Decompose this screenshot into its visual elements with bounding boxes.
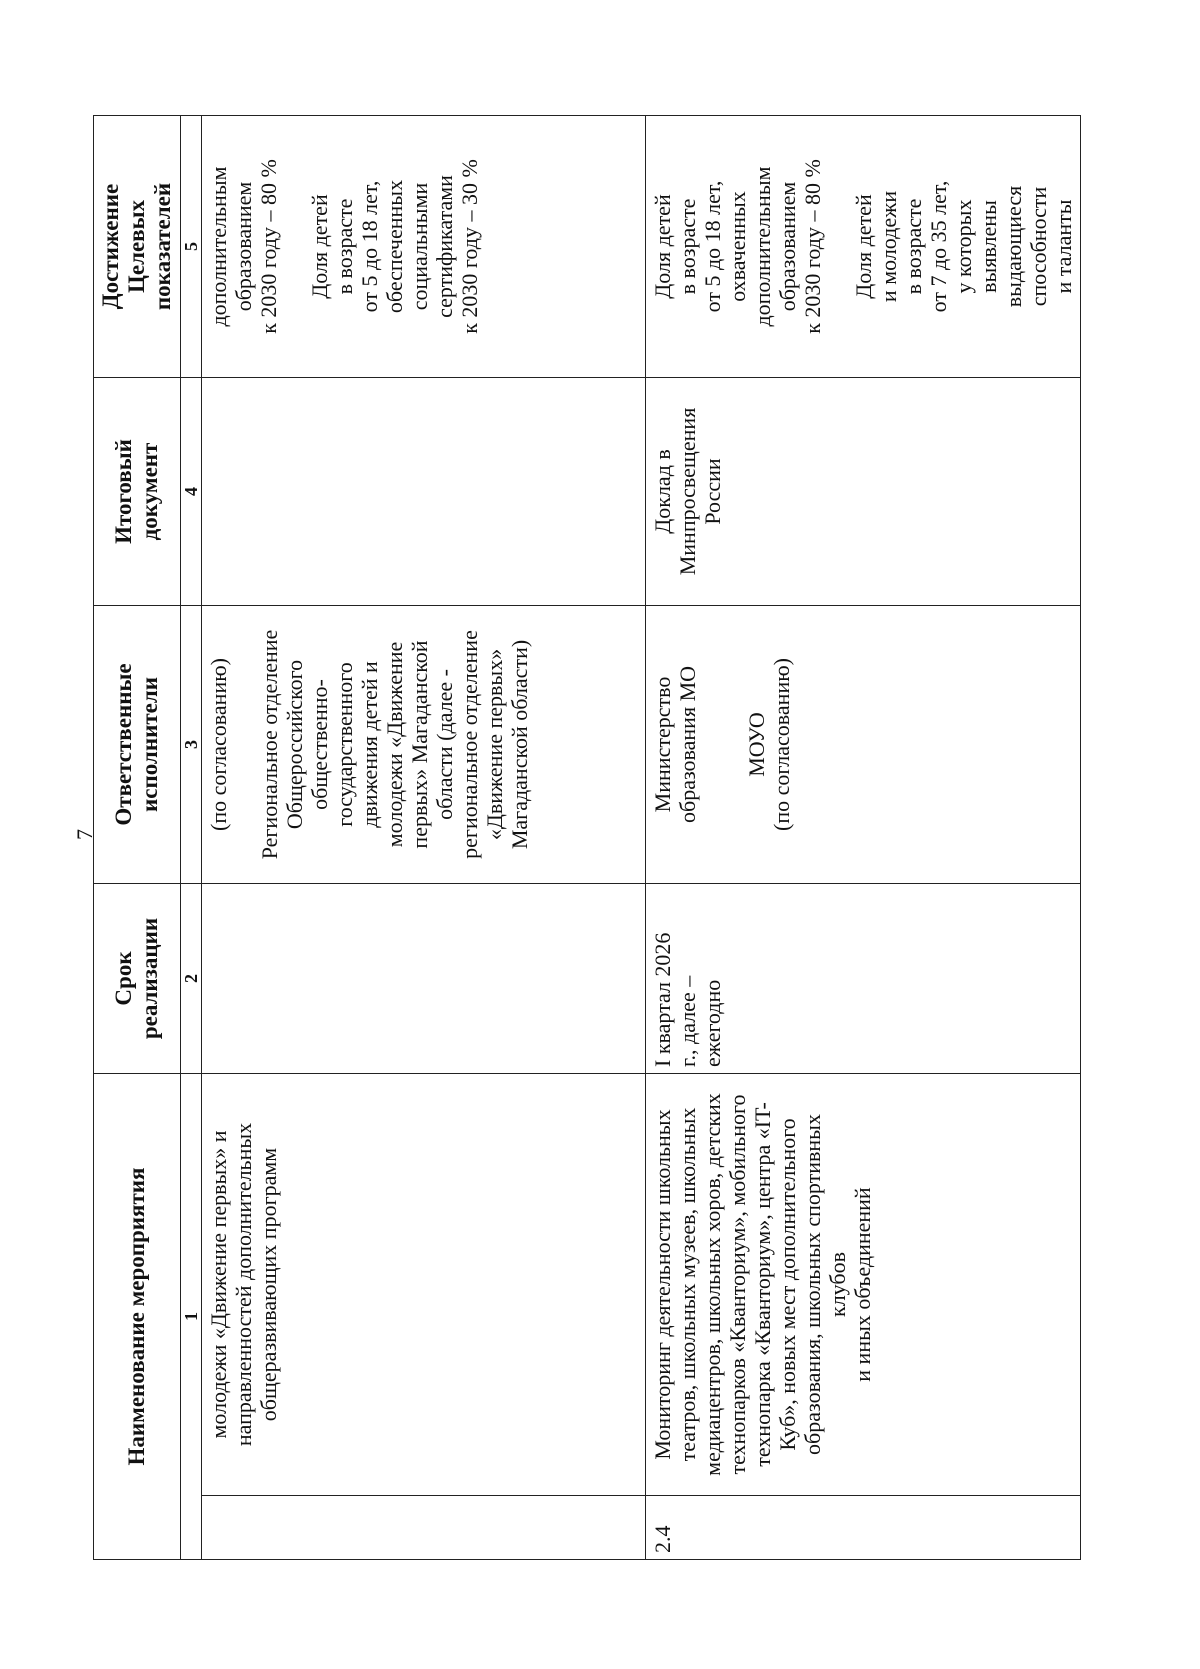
page-number: 7	[72, 829, 97, 840]
document-cell	[202, 377, 646, 605]
executors-text: Министерство образования МО	[650, 665, 700, 823]
column-number: 5	[181, 115, 202, 377]
targets-text: Доля детей и молодежи в возрасте от 7 до 35 лет, у которых выявлены выдающиеся способности и таланты	[851, 180, 1076, 313]
executors-cell	[646, 605, 1081, 883]
header-executors: Ответственные исполнители	[94, 605, 181, 883]
targets-text: Доля детей в возрасте от 5 до 18 лет, охваченных дополнительным образованием к 2030 году – 80 %	[650, 159, 825, 334]
term-cell	[202, 883, 646, 1073]
executors-text: Региональное отделение Общероссийского общественно- государственного движения детей и молодежи «Движение первых» Магаданской области (далее - региональное отделение «Движение первых» Магаданской области)	[257, 629, 532, 860]
table-header-row	[94, 115, 181, 1559]
targets-text: Доля детей в возрасте от 5 до 18 лет, обеспеченных социальными сертификатами к 2030 году – 30 %	[307, 159, 482, 334]
targets-text: дополнительным образованием к 2030 году – 80 %	[206, 159, 281, 334]
targets-cell	[202, 115, 646, 377]
header-term: Срок реализации	[94, 883, 181, 1073]
column-number: 4	[181, 377, 202, 605]
events-table	[93, 115, 1081, 1560]
event-name-cell: молодежи «Движение первых» и направленностей дополнительных общеразвивающих программ	[202, 1073, 646, 1495]
header-targets: Достижение Целевых показателей	[94, 115, 181, 377]
targets-cell	[646, 115, 1081, 377]
column-number: 1	[181, 1073, 202, 1559]
term-cell: I квартал 2026 г., далее – ежегодно	[646, 883, 1081, 1073]
header-event-name: Наименование мероприятия	[94, 1073, 181, 1559]
row-number: 2.4	[646, 1496, 1081, 1560]
executors-cell	[202, 605, 646, 883]
document-cell: Доклад в Минпросвещения России	[646, 377, 1081, 605]
row-number	[202, 1496, 646, 1560]
executors-text: (по согласованию)	[206, 658, 231, 831]
table-row	[646, 115, 1081, 1559]
executors-text: МОУО (по согласованию)	[744, 658, 794, 831]
column-number: 2	[181, 883, 202, 1073]
table-row	[202, 115, 646, 1559]
column-number-row	[181, 115, 202, 1559]
header-document: Итоговый документ	[94, 377, 181, 605]
column-number: 3	[181, 605, 202, 883]
event-name-cell: Мониторинг деятельности школьных театров, школьных музеев, школьных медиацентров, школьных хоров, детских технопарков «Кванториум», мобильного технопарка «Кванториум», центра «IT- Куб», новых мест дополнительного образования, школьных спортивных клубов и иных объединений	[646, 1073, 1081, 1495]
